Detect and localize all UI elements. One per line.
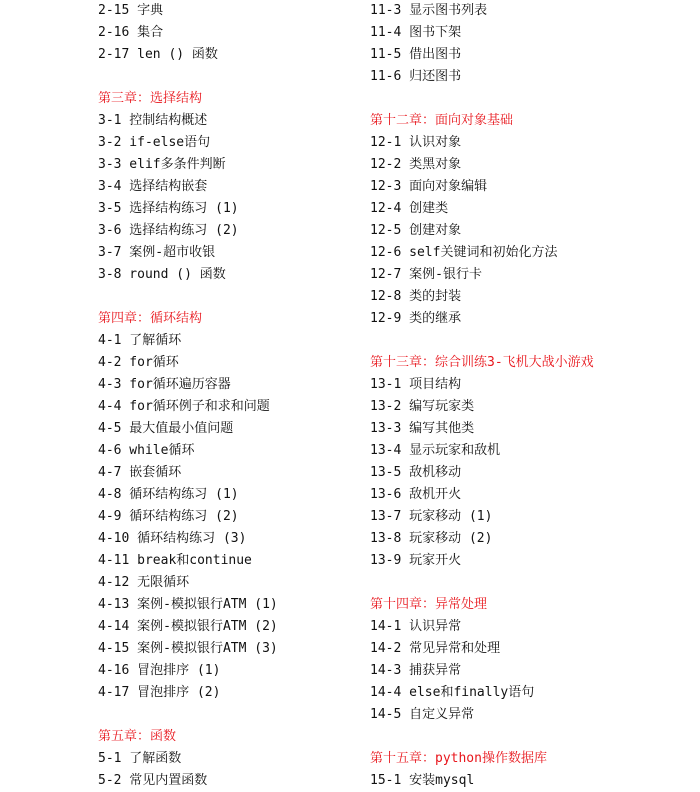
list-item: 3-2 if-else语句 (98, 135, 211, 150)
list-item: 11-3 显示图书列表 (370, 3, 488, 18)
list-item: 4-8 循环结构练习 (1) (98, 487, 239, 502)
list-item: 4-1 了解循环 (98, 333, 182, 348)
list-item: 4-7 嵌套循环 (98, 465, 182, 480)
list-item: 14-4 else和finally语句 (370, 685, 535, 700)
list-item: 4-16 冒泡排序 (1) (98, 663, 221, 678)
list-item: 3-7 案例-超市收银 (98, 245, 216, 260)
list-item: 3-3 elif多条件判断 (98, 157, 226, 172)
list-item: 4-9 循环结构练习 (2) (98, 509, 239, 524)
list-item: 12-9 类的继承 (370, 311, 462, 326)
list-item: 3-4 选择结构嵌套 (98, 179, 208, 194)
list-item: 13-6 敌机开火 (370, 487, 462, 502)
list-item: 12-5 创建对象 (370, 223, 462, 238)
list-item: 13-4 显示玩家和敌机 (370, 443, 501, 458)
list-item: 2-17 len () 函数 (98, 47, 218, 62)
list-item: 4-13 案例-模拟银行ATM (1) (98, 597, 278, 612)
list-item: 13-8 玩家移动 (2) (370, 531, 493, 546)
list-item: 4-4 for循环例子和求和问题 (98, 399, 270, 414)
list-item: 15-1 安装mysql (370, 773, 475, 788)
list-item: 2-15 字典 (98, 3, 164, 18)
list-item: 3-8 round () 函数 (98, 267, 226, 282)
left-column (98, 0, 358, 792)
list-item: 3-5 选择结构练习 (1) (98, 201, 239, 216)
chapter-heading: 第五章：函数 (98, 729, 177, 744)
list-item: 3-1 控制结构概述 (98, 113, 208, 128)
chapter-heading: 第十五章：python操作数据库 (370, 751, 547, 766)
list-item: 13-7 玩家移动 (1) (370, 509, 493, 524)
chapter-heading: 第四章：循环结构 (98, 311, 203, 326)
list-item: 11-4 图书下架 (370, 25, 462, 40)
list-item: 12-2 类黑对象 (370, 157, 462, 172)
list-item: 11-5 借出图书 (370, 47, 462, 62)
list-item: 2-16 集合 (98, 25, 164, 40)
list-item: 4-12 无限循环 (98, 575, 190, 590)
list-item: 13-5 敌机移动 (370, 465, 462, 480)
list-item: 14-2 常见异常和处理 (370, 641, 501, 656)
list-item: 13-1 项目结构 (370, 377, 462, 392)
list-item: 12-8 类的封装 (370, 289, 462, 304)
list-item: 12-6 self关键词和初始化方法 (370, 245, 558, 260)
list-item: 12-1 认识对象 (370, 135, 462, 150)
list-item: 4-11 break和continue (98, 553, 252, 568)
list-item: 4-14 案例-模拟银行ATM (2) (98, 619, 278, 634)
list-item: 12-3 面向对象编辑 (370, 179, 488, 194)
right-column (370, 0, 690, 792)
chapter-heading: 第十四章：异常处理 (370, 597, 488, 612)
chapter-heading: 第十三章：综合训练3-飞机大战小游戏 (370, 355, 594, 370)
list-item: 4-3 for循环遍历容器 (98, 377, 231, 392)
list-item: 3-6 选择结构练习 (2) (98, 223, 239, 238)
list-item: 4-10 循环结构练习 (3) (98, 531, 247, 546)
list-item: 4-5 最大值最小值问题 (98, 421, 234, 436)
list-item: 12-7 案例-银行卡 (370, 267, 482, 282)
list-item: 12-4 创建类 (370, 201, 449, 216)
list-item: 4-6 while循环 (98, 443, 195, 458)
list-item: 4-15 案例-模拟银行ATM (3) (98, 641, 278, 656)
list-item: 5-2 常见内置函数 (98, 773, 208, 788)
chapter-heading: 第十二章：面向对象基础 (370, 113, 514, 128)
list-item: 4-2 for循环 (98, 355, 179, 370)
list-item: 14-1 认识异常 (370, 619, 462, 634)
chapter-heading: 第三章：选择结构 (98, 91, 203, 106)
list-item: 5-1 了解函数 (98, 751, 182, 766)
list-item: 14-5 自定义异常 (370, 707, 475, 722)
list-item: 4-17 冒泡排序 (2) (98, 685, 221, 700)
list-item: 14-3 捕获异常 (370, 663, 462, 678)
list-item: 13-2 编写玩家类 (370, 399, 475, 414)
list-item: 11-6 归还图书 (370, 69, 462, 84)
list-item: 13-9 玩家开火 (370, 553, 462, 568)
list-item: 13-3 编写其他类 (370, 421, 475, 436)
